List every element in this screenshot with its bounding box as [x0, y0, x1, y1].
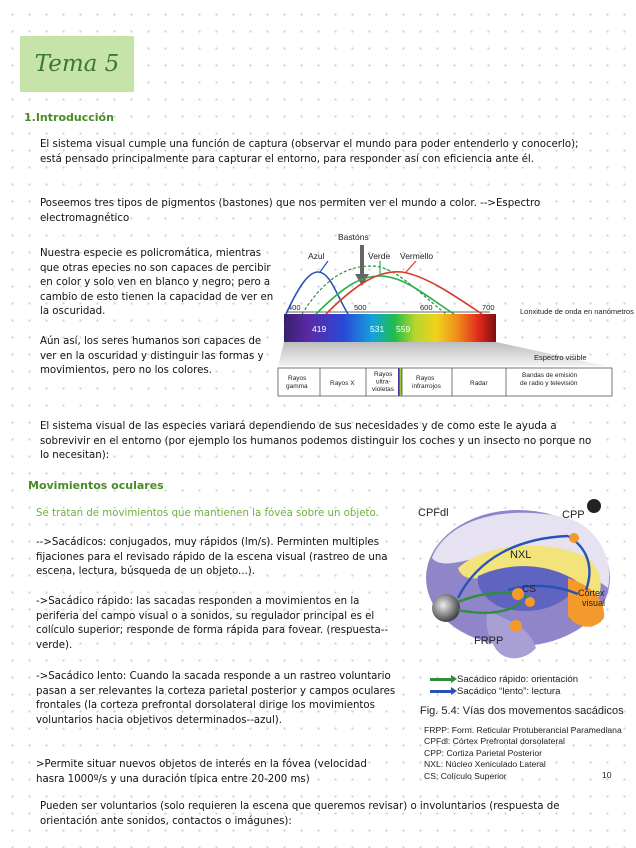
azul-label: Azul — [308, 251, 325, 261]
sacadicos-paragraph: -->Sacádicos: conjugados, muy rápidos (lm/s). Perminten multiples fijaciones para el revisado rápido de la escena visual (rastreo de una escena, lectura, búsqueda de un objeto...). — [36, 537, 388, 578]
svg-text:Radar: Radar — [470, 380, 488, 387]
figure-caption: Fig. 5.4: Vías dos movementos sacádicos — [420, 705, 624, 717]
frpp-label: FRPP — [474, 635, 504, 647]
svg-text:Espectro visible: Espectro visible — [534, 353, 587, 362]
cs-label: CS — [522, 584, 536, 595]
svg-text:Rayosgamma: Rayos gamma — [286, 375, 308, 390]
fovea-paragraph: >Permite situar nuevos objetos de interés en la fóvea (velocidad hasra 1000º/s y una duración típica entre 20-200 ms) — [36, 759, 367, 785]
svg-text:Bandas de emisiónde radio y te: Bandas de emisión de radio y televisión — [520, 372, 578, 387]
svg-text:531: 531 — [370, 324, 385, 334]
intro-paragraph-2: Poseemos tres tipos de pigmentos (bastones) que nos permiten ver el mundo a color. -->Espectro electromagnético — [40, 198, 541, 224]
figure-page-number: 10 — [602, 770, 612, 780]
legend-slow: Sacádico “lento”: lectura — [430, 686, 560, 697]
svg-text:Lonxitude de onda en nanómetro: Lonxitude de onda en nanómetros — [520, 307, 634, 316]
movimientos-intro: Se tratan de movimientos que mantienen la fóvea sobre un objeto. — [36, 508, 379, 519]
intro-paragraph-1: El sistema visual cumple una función de captura (observar el mundo para poder entenderlo y conocerlo); está pensado principalmente para capturar el entorno, para responder así con eficiencia ante él. — [40, 139, 579, 165]
svg-text:500: 500 — [354, 303, 367, 312]
vermello-label: Vermello — [400, 251, 434, 261]
verde-label: Verde — [368, 251, 391, 261]
svg-text:Rayosinfrarrojos: Rayos infrarrojos — [412, 375, 441, 390]
svg-text:559: 559 — [396, 324, 411, 334]
abbreviation-list: FRPP: Form. Reticular Protuberancial Paramediana CPFdl: Córtex Prefrontal dorsolateral CPP: Cortiza Parietal Posterior NXL: Núcleo Xeniculado Lateral CS: Colículo Superior — [424, 725, 622, 781]
intro-paragraph-4: Aún así, los seres humanos son capaces de ver en la oscuridad y distinguir las formas y movimientos, pero no los colores. — [40, 336, 264, 377]
legend-fast: Sacádico rápido: orientación — [430, 674, 578, 685]
sacadico-lento-paragraph: ->Sacádico lento: Cuando la sacada responde a un rastreo voluntario pasan a ser relevantes la corteza parietal posterior y campos oculares frontales (la corteza prefrontal dorsolateral dirige los movimientos voluntarios hacia objetivos determinados--azul). — [36, 671, 396, 726]
blue-arrow-icon — [430, 690, 452, 693]
svg-text:Córtexvisual: Córtex visual — [578, 588, 606, 608]
svg-text:Rayos X: Rayos X — [330, 380, 355, 387]
spectrum-figure — [276, 228, 634, 404]
green-arrow-icon — [430, 678, 452, 681]
sacadico-rapido-paragraph: ->Sacádico rápido: las sacadas responden a movimientos en la periferia del campo visual o a sonidos, su regulador principal es el colículo superior; responde de forma rápida para fovear. (respuesta--verde). — [36, 596, 389, 651]
nxl-label: NXL — [510, 549, 532, 561]
intro-paragraph-3: Nuestra especie es policromática, mientras que otras epecies no son capaces de percibir en color y solo ven en blanco y negro; pero a cambio de esto tienen la capacidad de ver en la oscuridad. — [40, 248, 274, 318]
svg-text:600: 600 — [420, 303, 433, 312]
cpfdl-label: CPFdl — [418, 507, 449, 519]
voluntarios-paragraph: Pueden ser voluntarios (solo requieren la escena que queremos revisar) o involuntarios (respuesta de orientación ante sonidos, contactos o imágunes): — [40, 801, 560, 827]
svg-text:700: 700 — [482, 303, 495, 312]
page-title: Tema 5 — [20, 36, 134, 92]
bastons-label: Bastóns — [338, 232, 369, 242]
cpp-label: CPP — [562, 509, 585, 521]
svg-text:Rayosultra-violetas: Rayos ultra-violetas — [372, 371, 395, 393]
section-heading-introduccion: 1.Introducción — [24, 111, 114, 124]
brain-figure — [418, 498, 618, 668]
intro-paragraph-5: El sistema visual de las especies variará dependiendo de sus necesidades y de como este le ayuda a sobrevivir en el entorno (por ejemplo los humanos podemos distinguir los coches y un insecto no porque no lo necesitan): — [40, 421, 592, 462]
section-heading-movimientos: Movimientos oculares — [28, 479, 164, 492]
svg-text:419: 419 — [312, 324, 327, 334]
svg-text:400: 400 — [288, 303, 301, 312]
